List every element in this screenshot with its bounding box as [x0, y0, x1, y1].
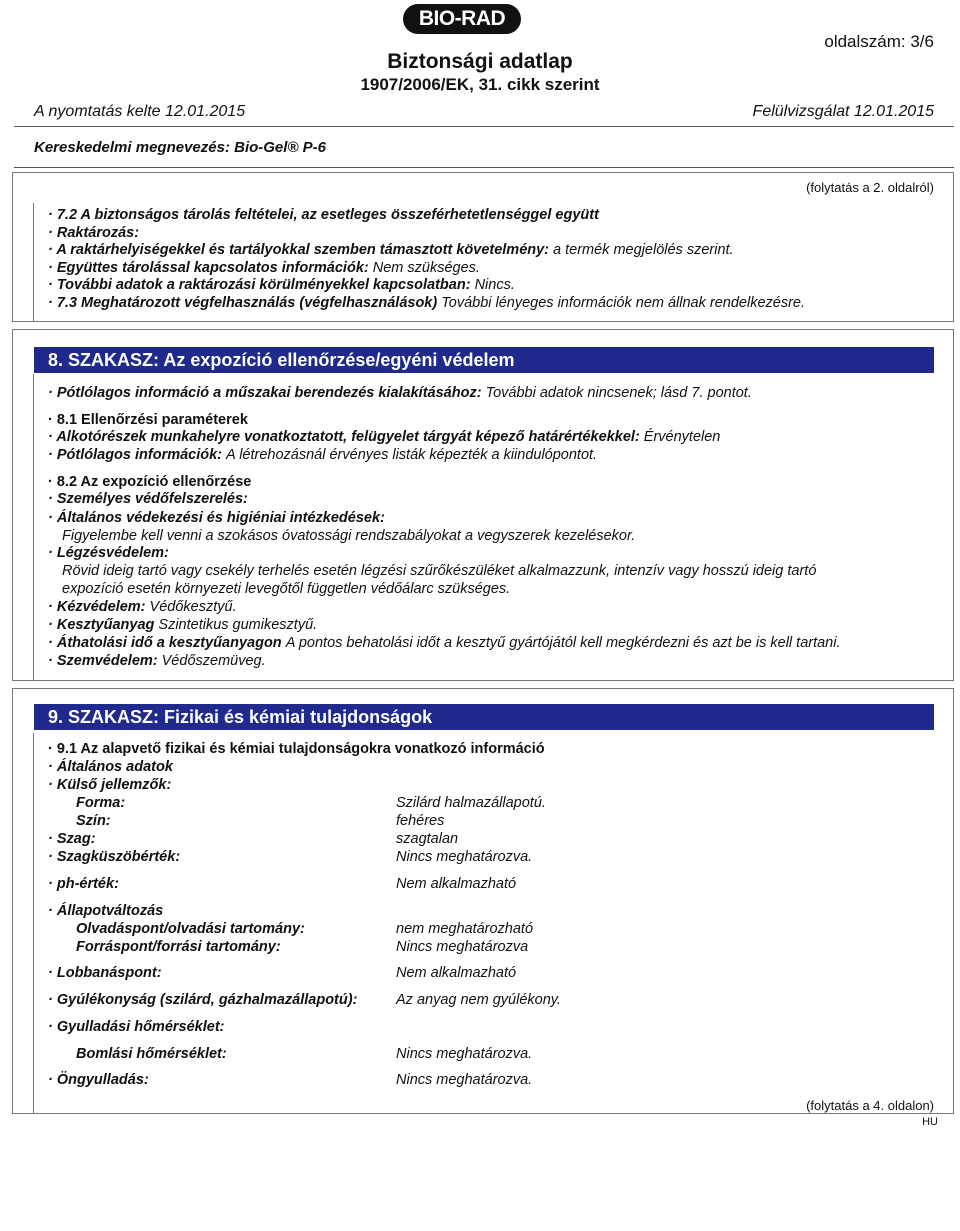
limit-values-info [48, 429, 720, 446]
ignition-temp-label: · Gyulladási hőmérséklet: [48, 1019, 225, 1035]
penetration-time-label: · Áthatolási idő a kesztyűanyagon [48, 635, 282, 651]
document-title: Biztonsági adatlap [387, 50, 573, 73]
end-use-label: · 7.3 Meghatározott végfelhasználás (végfelhasználások) [48, 295, 438, 311]
ppe-heading: · Személyes védőfelszerelés: [48, 491, 248, 507]
glove-material [48, 617, 317, 634]
hand-protection-value: Védőkesztyű. [149, 599, 237, 615]
section-9-1-heading: · 9.1 Az alapvető fizikai és kémiai tulajdonságokra vonatkozó információ [48, 741, 545, 757]
storage-requirement-label: · A raktárhelyiségekkel és tartályokkal szemben támasztott követelmény: [48, 242, 550, 258]
eye-protection [48, 653, 266, 670]
technical-equipment-info [48, 385, 752, 402]
respiratory-text-1: Rövid ideig tartó vagy csekély terhelés esetén légzési szűrőkészüléket alkalmazzunk, intenzív vagy hosszú ideig tartó [62, 563, 817, 579]
technical-equipment-label: · Pótlólagos információ a műszakai berendezés kialakításához: [48, 385, 482, 401]
storage-conditions-label: · További adatok a raktározási körülményekkel kapcsolatban: [48, 277, 471, 293]
bio-rad-logo: BIO-RAD [403, 4, 521, 34]
country-code: HU [922, 1116, 938, 1128]
penetration-time [48, 635, 841, 652]
form-label: Forma: [76, 795, 126, 811]
continued-from-note: (folytatás a 2. oldalról) [806, 180, 934, 195]
section-7-2-heading: · 7.2 A biztonságos tárolás feltételei, az esetleges összeférhetetlenséggel együtt [48, 207, 599, 223]
additional-info-label: · Pótlólagos információk: [48, 447, 223, 463]
odour-value: szagtalan [396, 831, 459, 847]
trade-name [34, 139, 326, 156]
flammability-label: · Gyúlékonyság (szilárd, gázhalmazállapotú): [48, 992, 358, 1008]
storage-requirement-value: a termék megjelölés szerint. [553, 242, 734, 258]
state-change-heading: · Állapotváltozás [48, 903, 164, 919]
joint-storage-label: · Együttes tárolással kapcsolatos információk: [48, 260, 369, 276]
limit-values-value: Érvénytelen [643, 429, 721, 445]
document-subtitle: 1907/2006/EK, 31. cikk szerint [360, 75, 600, 94]
continued-to-note: (folytatás a 4. oldalon) [806, 1098, 934, 1113]
appearance-heading: · Külső jellemzők: [48, 777, 172, 793]
hygiene-heading: · Általános védekezési és higiéniai intézkedések: [48, 510, 385, 526]
respiratory-heading: · Légzésvédelem: [48, 545, 169, 561]
glove-material-value: Szintetikus gumikesztyű. [158, 617, 318, 633]
joint-storage-value: Nem szükséges. [372, 260, 480, 276]
self-ignition-value: Nincs meghatározva. [396, 1072, 533, 1088]
decomposition-temp-label: Bomlási hőmérséklet: [76, 1046, 227, 1062]
flash-point-label: · Lobbanáspont: [48, 965, 162, 981]
ph-value: Nem alkalmazható [396, 876, 517, 892]
joint-storage-info [48, 260, 480, 277]
eye-protection-label: · Szemvédelem: [48, 653, 158, 669]
odour-label: · Szag: [48, 831, 96, 847]
additional-info [48, 447, 597, 464]
form-value: Szilárd halmazállapotú. [396, 795, 546, 811]
penetration-time-value: A pontos behatolási időt a kesztyű gyártójától kell megkérdezni és azt be is kell tartani. [285, 635, 841, 651]
odour-threshold-label: · Szagküszöbérték: [48, 849, 181, 865]
melting-point-label: Olvadáspont/olvadási tartomány: [76, 921, 305, 937]
trade-name-label: Kereskedelmi megnevezés: [34, 139, 230, 156]
flash-point-value: Nem alkalmazható [396, 965, 517, 981]
odour-threshold-value: Nincs meghatározva. [396, 849, 533, 865]
page-number: oldalszám: 3/6 [824, 32, 934, 51]
trade-name-value: Bio-Gel® P-6 [234, 139, 327, 156]
hand-protection-label: · Kézvédelem: [48, 599, 146, 615]
section-8-1-heading: · 8.1 Ellenőrzési paraméterek [48, 412, 248, 428]
revision-date: Felülvizsgálat 12.01.2015 [752, 103, 934, 120]
print-date: A nyomtatás kelte 12.01.2015 [34, 103, 246, 120]
trade-name-divider [14, 167, 954, 168]
storage-requirement [48, 242, 734, 259]
color-label: Szín: [76, 813, 111, 829]
storage-conditions-value: Nincs. [474, 277, 515, 293]
flammability-value: Az anyag nem gyúlékony. [396, 992, 561, 1008]
eye-protection-value: Védőszemüveg. [161, 653, 266, 669]
header-divider [14, 126, 954, 127]
color-value: fehéres [396, 813, 445, 829]
self-ignition-label: · Öngyulladás: [48, 1072, 149, 1088]
storage-heading: · Raktározás: [48, 225, 140, 241]
hand-protection [48, 599, 237, 616]
ph-label: · ph-érték: [48, 876, 119, 892]
limit-values-label: · Alkotórészek munkahelyre vonatkoztatott, felügyelet tárgyát képező határértékekkel: [48, 429, 640, 445]
boiling-point-value: Nincs meghatározva [396, 939, 529, 955]
additional-info-value: A létrehozásnál érvényes listák képezték a kiindulópontot. [226, 447, 598, 463]
decomposition-temp-value: Nincs meghatározva. [396, 1046, 533, 1062]
section-7-margin-line [33, 203, 34, 322]
technical-equipment-value: További adatok nincsenek; lásd 7. pontot. [485, 385, 752, 401]
storage-conditions-info [48, 277, 515, 294]
section-9-title: 9. SZAKASZ: Fizikai és kémiai tulajdonságok [34, 704, 934, 730]
glove-material-label: · Kesztyűanyag [48, 617, 155, 633]
hygiene-text: Figyelembe kell venni a szokásos óvatossági rendszabályokat a vegyszerek kezelésekor. [62, 528, 636, 544]
end-use-info [48, 295, 805, 312]
section-8-margin-line [33, 374, 34, 681]
section-8-title: 8. SZAKASZ: Az expozíció ellenőrzése/egyéni védelem [34, 347, 934, 373]
general-data-heading: · Általános adatok [48, 759, 173, 775]
boiling-point-label: Forráspont/forrási tartomány: [76, 939, 281, 955]
end-use-value: További lényeges információk nem állnak rendelkezésre. [441, 295, 806, 311]
section-9-margin-line [33, 733, 34, 1114]
melting-point-value: nem meghatározható [396, 921, 534, 937]
section-8-2-heading: · 8.2 Az expozíció ellenőrzése [48, 474, 252, 490]
respiratory-text-2: expozíció esetén környezeti levegőtől független védőálarc szükséges. [62, 581, 511, 597]
